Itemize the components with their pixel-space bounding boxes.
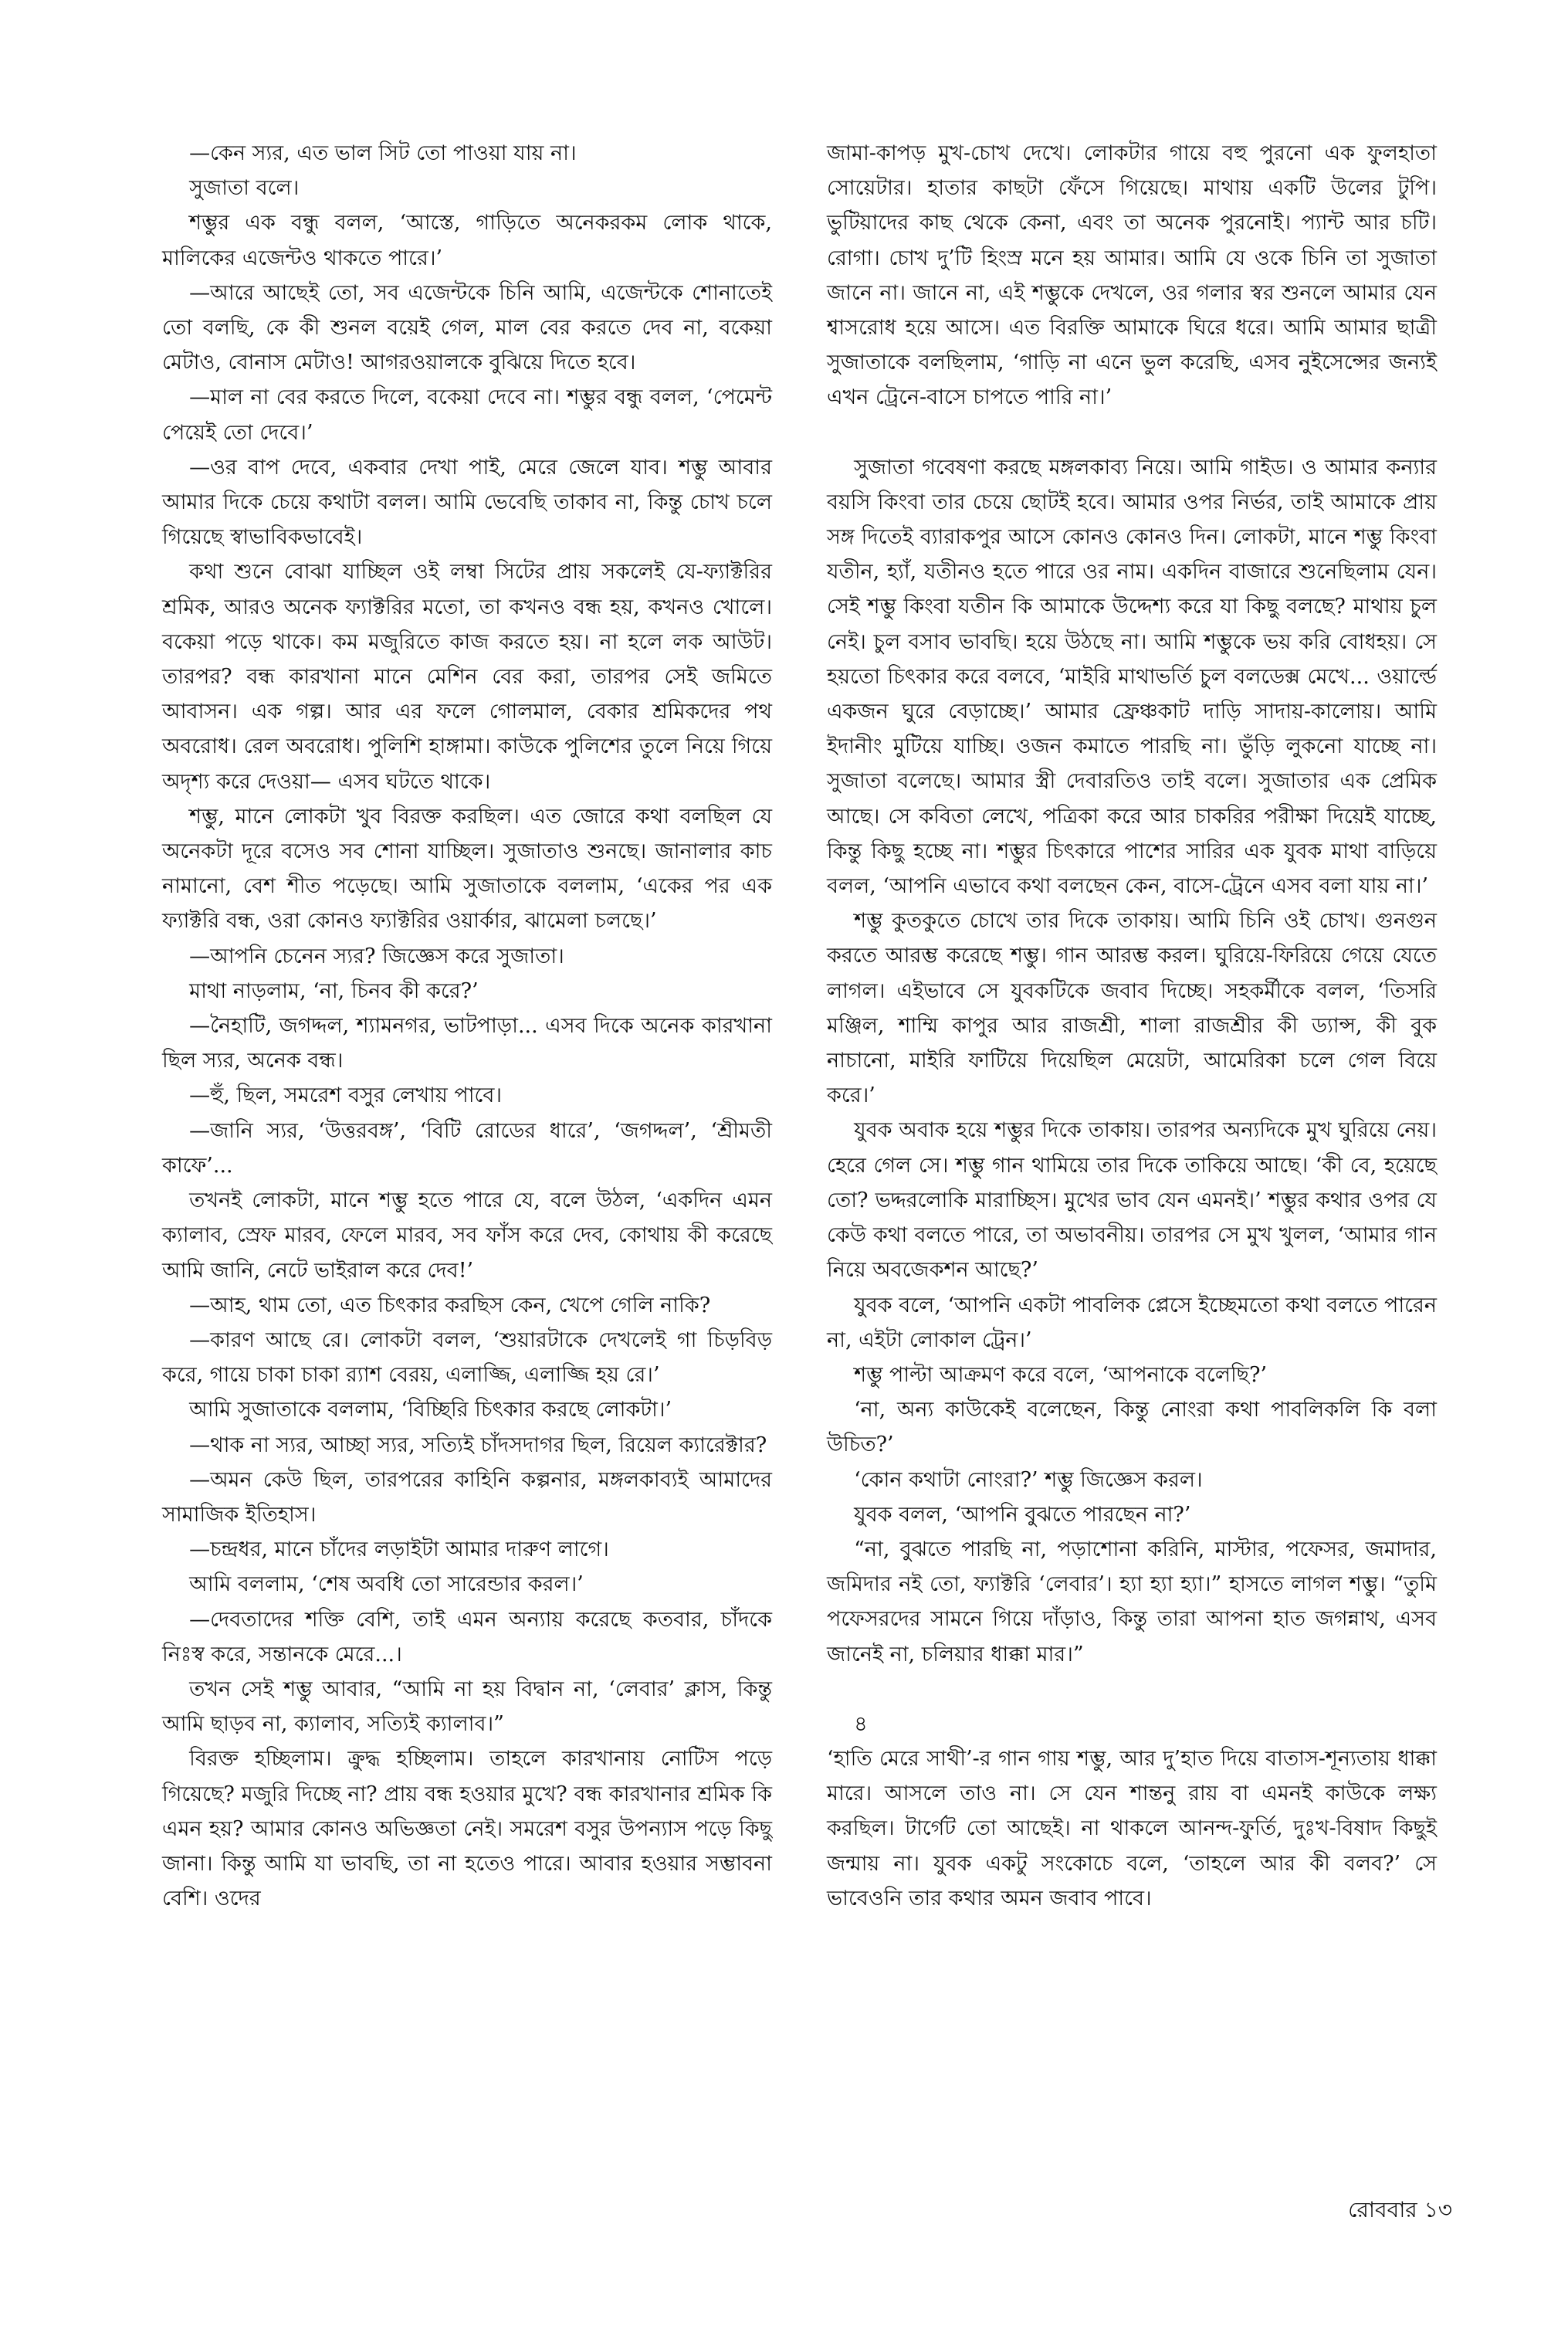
paragraph: শম্ভু, মানে লোকটা খুব বিরক্ত করছিল। এত জোরে কথা বলছিল যে অনেকটা দূরে বসেও সব শোনা যাচ্ছিল। সুজাতাও শুনছে। জানালার কাচ নামানো, বেশ শীত পড়েছে। আমি সুজাতাকে বললাম, ‘একের পর এক ফ্যাক্টরি বন্ধ, ওরা কোনও ফ্যাক্টরির ওয়ার্কার, ঝামেলা চলছে।’ xyxy=(162,804,772,934)
paragraph: তখন সেই শম্ভু আবার, “আমি না হয় বিদ্বান না, ‘লেবার’ ক্লাস, কিন্তু আমি ছাড়ব না, ক্যালাব, সত্যিই ক্যালাব।” xyxy=(162,1677,772,1737)
paragraph: ‘কোন কথাটা নোংরা?’ শম্ভু জিজ্ঞেস করল। xyxy=(854,1467,1203,1492)
section-gap xyxy=(827,1672,1437,1707)
right-column xyxy=(827,136,1437,1916)
paragraph: যুবক অবাক হয়ে শম্ভুর দিকে তাকায়। তারপর অন্যদিকে মুখ ঘুরিয়ে নেয়। হেরে গেল সে। শম্ভু গান থামিয়ে তার দিকে তাকিয়ে আছে। ‘কী বে, হয়েছে তো? ভদ্দরলোকি মারাচ্ছিস। মুখের ভাব যেন এমনই।’ শম্ভুর কথার ওপর যে কেউ কথা বলতে পারে, তা অভাবনীয়। তারপর সে মুখ খুলল, ‘আমার গান নিয়ে অবজেকশন আছে?’ xyxy=(827,1118,1437,1283)
section-number: ৪ xyxy=(854,1711,868,1736)
paragraph: শম্ভু পাল্টা আক্রমণ করে বলে, ‘আপনাকে বলেছি?’ xyxy=(854,1362,1268,1387)
paragraph: —মাল না বের করতে দিলে, বকেয়া দেবে না। শম্ভুর বন্ধু বলল, ‘পেমেন্ট পেয়েই তো দেবে।’ xyxy=(162,385,772,445)
paragraph: —কারণ আছে রে। লোকটা বলল, ‘শুয়ারটাকে দেখলেই গা চিড়বিড় করে, গায়ে চাকা চাকা র‍্যাশ বেরয়, এলাজ্জি, এলাজ্জি হয় রে।’ xyxy=(162,1327,772,1388)
paragraph-gap xyxy=(827,415,1437,450)
paragraph: আমি বললাম, ‘শেষ অবধি তো সারেন্ডার করল।’ xyxy=(189,1572,584,1597)
paragraph: যুবক বলে, ‘আপনি একটা পাবলিক প্লেসে ইচ্ছেমতো কথা বলতে পারেন না, এইটা লোকাল ট্রেন।’ xyxy=(827,1293,1437,1352)
paragraph: শম্ভুর এক বন্ধু বলল, ‘আস্তে, গাড়িতে অনেকরকম লোক থাকে, মালিকের এজেন্টও থাকতে পারে।’ xyxy=(162,211,772,270)
page-footer: রোববার ১৩ xyxy=(1348,2197,1452,2223)
paragraph: যুবক বলল, ‘আপনি বুঝতে পারছেন না?’ xyxy=(854,1502,1191,1527)
paragraph: —দেবতাদের শক্তি বেশি, তাই এমন অন্যায় করেছে কতবার, চাঁদকে নিঃস্ব করে, সন্তানকে মেরে...। xyxy=(162,1607,772,1667)
paragraph: সুজাতা গবেষণা করছে মঙ্গলকাব্য নিয়ে। আমি গাইড। ও আমার কন্যার বয়সি কিংবা তার চেয়ে ছোটই হবে। আমার ওপর নির্ভর, তাই আমাকে প্রায় সঙ্গ দিতেই ব্যারাকপুর আসে কোনও কোনও দিন। লোকটা, মানে শম্ভু কিংবা যতীন, হ্যাঁ, যতীনও হতে পারে ওর নাম। একদিন বাজারে শুনেছিলাম যেন। সেই শম্ভু কিংবা যতীন কি আমাকে উদ্দেশ্য করে যা কিছু বলছে? মাথায় চুল নেই। চুল বসাব ভাবছি। হয়ে উঠছে না। আমি শম্ভুকে ভয় করি বোধহয়। সে হয়তো চিৎকার করে বলবে, ‘মাইরি মাথাভর্তি চুল বলডেক্স মেখে... ওয়ার্ল্ডে একজন ঘুরে বেড়াচ্ছে।’ আমার ফ্রেঞ্চকাট দাড়ি সাদায়-কালোয়। আমি ইদানীং মুটিয়ে যাচ্ছি। ওজন কমাতে পারছি না। ভুঁড়ি লুকনো যাচ্ছে না। সুজাতা বলেছে। আমার স্ত্রী দেবারতিও তাই বলে। সুজাতার এক প্রেমিক আছে। সে কবিতা লেখে, পত্রিকা করে আর চাকরির পরীক্ষা দিয়েই যাচ্ছে, কিন্তু কিছু হচ্ছে না। শম্ভুর চিৎকারে পাশের সারির এক যুবক মাথা বাড়িয়ে বলল, ‘আপনি এভাবে কথা বলছেন কেন, বাসে-ট্রেনে এসব বলা যায় না।’ xyxy=(827,455,1437,899)
paragraph: আমি সুজাতাকে বললাম, ‘বিচ্ছিরি চিৎকার করছে লোকটা।’ xyxy=(189,1398,672,1422)
paragraph: —থাক না স্যর, আচ্ছা স্যর, সত্যিই চাঁদসদাগর ছিল, রিয়েল ক্যারেক্টার? xyxy=(189,1433,767,1457)
paragraph: ‘না, অন্য কাউকেই বলেছেন, কিন্তু নোংরা কথা পাবলিকলি কি বলা উচিত?’ xyxy=(827,1398,1437,1457)
paragraph: —ওর বাপ দেবে, একবার দেখা পাই, মেরে জেলে যাব। শম্ভু আবার আমার দিকে চেয়ে কথাটা বলল। আমি ভেবেছি তাকাব না, কিন্তু চোখ চলে গিয়েছে স্বাভাবিকভাবেই। xyxy=(162,455,772,550)
paragraph: মাথা নাড়লাম, ‘না, চিনব কী করে?’ xyxy=(189,978,479,1003)
paragraph: —চন্দ্রধর, মানে চাঁদের লড়াইটা আমার দারুণ লাগে। xyxy=(189,1538,609,1562)
paragraph: —জানি স্যর, ‘উত্তরবঙ্গ’, ‘বিটি রোডের ধারে’, ‘জগদ্দল’, ‘শ্রীমতী কাফে’... xyxy=(162,1118,772,1178)
paragraph: —কেন স্যর, এত ভাল সিট তো পাওয়া যায় না। xyxy=(189,141,577,165)
paragraph: জামা-কাপড় মুখ-চোখ দেখে। লোকটার গায়ে বহু পুরনো এক ফুলহাতা সোয়েটার। হাতার কাছটা ফেঁসে গিয়েছে। মাথায় একটি উলের টুপি। ভুটিয়াদের কাছ থেকে কেনা, এবং তা অনেক পুরনোই। প্যান্ট আর চটি। রোগা। চোখ দু’টি হিংস্র মনে হয় আমার। আমি যে ওকে চিনি তা সুজাতা জানে না। জানে না, এই শম্ভুকে দেখলে, ওর গলার স্বর শুনলে আমার যেন শ্বাসরোধ হয়ে আসে। এত বিরক্তি আমাকে ঘিরে ধরে। আমি আমার ছাত্রী সুজাতাকে বলছিলাম, ‘গাড়ি না এনে ভুল করেছি, এসব নুইসেন্সের জন্যই এখন ট্রেনে-বাসে চাপতে পারি না।’ xyxy=(827,141,1437,410)
paragraph: —অমন কেউ ছিল, তারপরের কাহিনি কল্পনার, মঙ্গলকাব্যই আমাদের সামাজিক ইতিহাস। xyxy=(162,1467,772,1527)
paragraph: —আহ, থাম তো, এত চিৎকার করছিস কেন, খেপে গেলি নাকি? xyxy=(189,1293,711,1317)
paragraph: ‘হাতি মেরে সাথী’-র গান গায় শম্ভু, আর দু’হাত দিয়ে বাতাস-শূন্যতায় ধাক্কা মারে। আসলে তাও না। সে যেন শান্তনু রায় বা এমনই কাউকে লক্ষ্য করছিল। টার্গেট তো আছেই। না থাকলে আনন্দ-ফুর্তি, দুঃখ-বিষাদ কিছুই জন্মায় না। যুবক একটু সংকোচে বলে, ‘তাহলে আর কী বলব?’ সে ভাবেওনি তার কথার অমন জবাব পাবে। xyxy=(827,1746,1437,1911)
paragraph: —আরে আছেই তো, সব এজেন্টকে চিনি আমি, এজেন্টকে শোনাতেই তো বলছি, কে কী শুনল বয়েই গেল, মাল বের করতে দেব না, বকেয়া মেটাও, বোনাস মেটাও! আগরওয়ালকে বুঝিয়ে দিতে হবে। xyxy=(162,280,772,375)
paragraph: সুজাতা বলে। xyxy=(189,176,300,201)
left-column xyxy=(162,136,772,1916)
paragraph: কথা শুনে বোঝা যাচ্ছিল ওই লম্বা সিটের প্রায় সকলেই যে-ফ্যাক্টরির শ্রমিক, আরও অনেক ফ্যাক্টরির মতো, তা কখনও বন্ধ হয়, কখনও খোলে। বকেয়া পড়ে থাকে। কম মজুরিতে কাজ করতে হয়। না হলে লক আউট। তারপর? বন্ধ কারখানা মানে মেশিন বের করা, তারপর সেই জমিতে আবাসন। এক গল্প। আর এর ফলে গোলমাল, বেকার শ্রমিকদের পথ অবরোধ। রেল অবরোধ। পুলিশি হাঙ্গামা। কাউকে পুলিশের তুলে নিয়ে গিয়ে অদৃশ্য করে দেওয়া— এসব ঘটতে থাকে। xyxy=(162,560,772,794)
paragraph: —আপনি চেনেন স্যর? জিজ্ঞেস করে সুজাতা। xyxy=(189,944,564,968)
paragraph: —হুঁ, ছিল, সমরেশ বসুর লেখায় পাবে। xyxy=(189,1083,503,1108)
paragraph: শম্ভু কুতকুতে চোখে তার দিকে তাকায়। আমি চিনি ওই চোখ। গুনগুন করতে আরম্ভ করেছে শম্ভু। গান আরম্ভ করল। ঘুরিয়ে-ফিরিয়ে গেয়ে যেতে লাগল। এইভাবে সে যুবকটিকে জবাব দিচ্ছে। সহকর্মীকে বলল, ‘তিসরি মঞ্জিল, শাম্মি কাপুর আর রাজশ্রী, শালা রাজশ্রীর কী ড্যান্স, কী বুক নাচানো, মাইরি ফাটিয়ে দিয়েছিল মেয়েটা, আমেরিকা চলে গেল বিয়ে করে।’ xyxy=(827,909,1437,1108)
paragraph: তখনই লোকটা, মানে শম্ভু হতে পারে যে, বলে উঠল, ‘একদিন এমন ক্যালাব, স্রেফ মারব, ফেলে মারব, সব ফাঁস করে দেব, কোথায় কী করেছে আমি জানি, নেটে ভাইরাল করে দেব!’ xyxy=(162,1188,772,1283)
paragraph: —নৈহাটি, জগদ্দল, শ্যামনগর, ভাটপাড়া... এসব দিকে অনেক কারখানা ছিল স্যর, অনেক বন্ধ। xyxy=(162,1014,772,1073)
paragraph: বিরক্ত হচ্ছিলাম। ক্রুদ্ধ হচ্ছিলাম। তাহলে কারখানায় নোটিস পড়ে গিয়েছে? মজুরি দিচ্ছে না? প্রায় বন্ধ হওয়ার মুখে? বন্ধ কারখানার শ্রমিক কি এমন হয়? আমার কোনও অভিজ্ঞতা নেই। সমরেশ বসুর উপন্যাস পড়ে কিছু জানা। কিন্তু আমি যা ভাবছি, তা না হতেও পারে। আবার হওয়ার সম্ভাবনা বেশি। ওদের xyxy=(162,1747,772,1911)
paragraph: “না, বুঝতে পারছি না, পড়াশোনা করিনি, মাস্টার, পফেসর, জমাদার, জমিদার নই তো, ফ্যাক্টরি ‘লেবার’। হ্যা হ্যা হ্যা।” হাসতে লাগল শম্ভু। “তুমি পফেসরদের সামনে গিয়ে দাঁড়াও, কিন্তু তারা আপনা হাত জগন্নাথ, এসব জানেই না, চলিয়ার ধাক্কা মার।” xyxy=(827,1537,1437,1667)
